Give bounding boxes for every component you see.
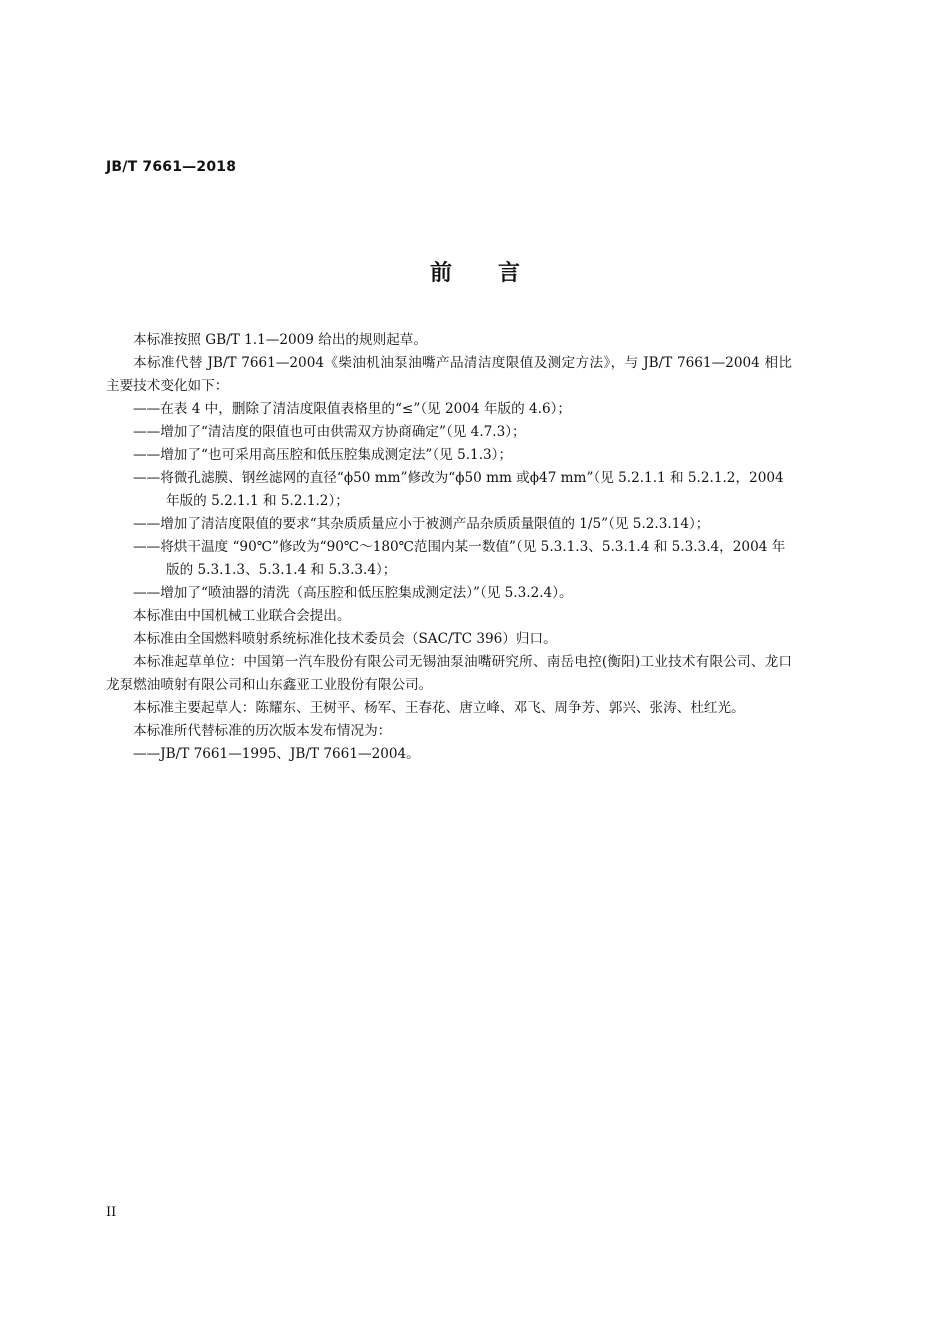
- paragraph-history-intro: 本标准所代替标准的历次版本发布情况为：: [133, 723, 392, 739]
- change-item: ——将烘干温度 “90℃”修改为“90℃～180℃范围内某一数值”（见 5.3.1.3、5.3.1.4 和 5.3.3.4，2004 年版的 5.3.1.3、5.3.1.4 和 5.3.3.4）；: [133, 539, 786, 578]
- paragraph-history: ——JB/T 7661—1995、JB/T 7661—2004。: [133, 746, 420, 762]
- paragraph-committee: 本标准由全国燃料喷射系统标准化技术委员会（SAC/TC 396）归口。: [133, 631, 557, 647]
- change-item: ——在表 4 中，删除了清洁度限值表格里的“≤”（见 2004 年版的 4.6）；: [133, 401, 571, 417]
- change-item: ——增加了“清洁度的限值也可由供需双方协商确定”（见 4.7.3）；: [133, 424, 526, 440]
- change-item: ——将微孔滤膜、钢丝滤网的直径“ϕ50 mm”修改为“ϕ50 mm 或ϕ47 mm”（见 5.2.1.1 和 5.2.1.2，2004 年版的 5.2.1.1 和 5.2.1.2）；: [133, 470, 784, 509]
- title-char-2: 言: [498, 261, 521, 286]
- change-item: ——增加了清洁度限值的要求“其杂质质量应小于被测产品杂质质量限值的 1/5”（见 5.2.3.14）；: [133, 516, 710, 532]
- page-number: II: [106, 1205, 117, 1220]
- paragraph-drafters: 本标准主要起草人：陈耀东、王树平、杨军、王春花、唐立峰、邓飞、周争芳、郭兴、张涛、杜红光。: [133, 700, 745, 716]
- paragraph-proposer: 本标准由中国机械工业联合会提出。: [133, 608, 351, 624]
- paragraph-drafting-rules: 本标准按照 GB/T 1.1—2009 给出的规则起草。: [133, 332, 427, 348]
- change-item: ——增加了“也可采用高压腔和低压腔集成测定法”（见 5.1.3）；: [133, 447, 513, 463]
- change-item: ——增加了“喷油器的清洗（高压腔和低压腔集成测定法）”（见 5.3.2.4）。: [133, 585, 573, 601]
- paragraph-drafting-units: 本标准起草单位：中国第一汽车股份有限公司无锡油泵油嘴研究所、南岳电控(衡阳)工业技术有限公司、龙口龙泵燃油喷射有限公司和山东鑫亚工业股份有限公司。: [106, 654, 792, 693]
- standard-code: JB/T 7661—2018: [106, 159, 237, 175]
- foreword-body: [106, 329, 792, 766]
- paragraph-replacement: 本标准代替 JB/T 7661—2004《柴油机油泵油嘴产品清洁度限值及测定方法》，与 JB/T 7661—2004 相比主要技术变化如下：: [106, 355, 792, 394]
- title-char-1: 前: [429, 261, 452, 286]
- page-title: [0, 256, 950, 287]
